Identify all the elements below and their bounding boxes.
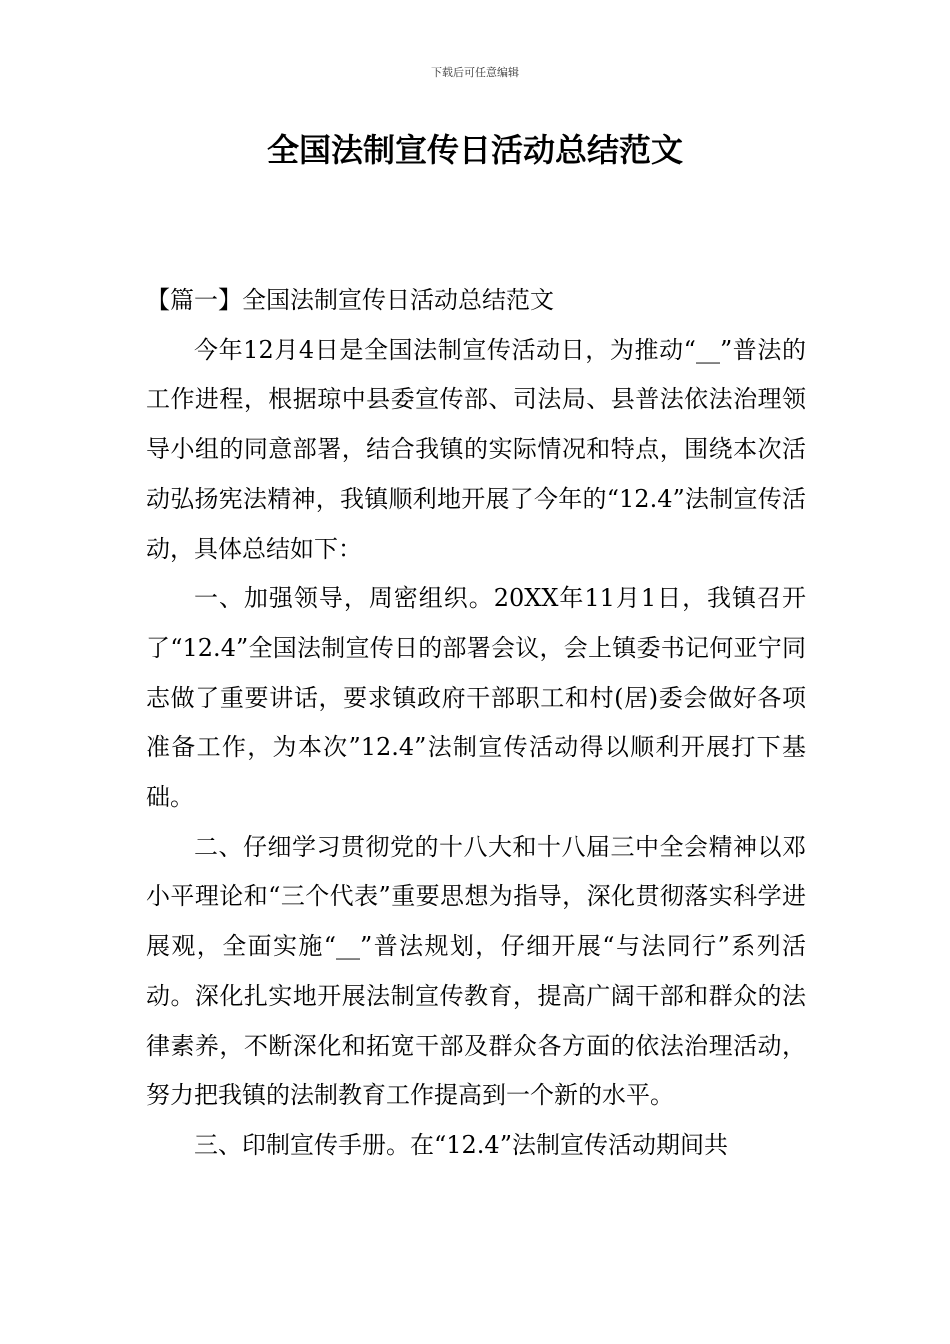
paragraph-intro: 今年12月4日是全国法制宣传活动日，为推动“__”普法的工作进程，根据琼中县委宣传部、司法局、县普法依法治理领导小组的同意部署，结合我镇的实际情况和特点，围绕本次活动弘扬宪法精神，我镇顺利地开展了今年的“12.4”法制宣传活动，具体总结如下： [146,335,806,563]
document-body [146,276,806,1171]
page-header-note: 下载后可任意编辑 [431,66,519,79]
paragraph-point-3: 三、印制宣传手册。在“12.4”法制宣传活动期间共 [194,1130,728,1159]
section-heading: 【篇一】全国法制宣传日活动总结范文 [146,286,554,314]
paragraph-point-2: 二、仔细学习贯彻党的十八大和十八届三中全会精神以邓小平理论和“三个代表”重要思想为指导，深化贯彻落实科学进展观，全面实施“__”普法规划，仔细开展“与法同行”系列活动。深化扎实地开展法制宣传教育，提高广阔干部和群众的法律素养，不断深化和拓宽干部及群众各方面的依法治理活动，努力把我镇的法制教育工作提高到一个新的水平。 [146,832,806,1110]
paragraph-point-1: 一、加强领导，周密组织。20XX年11月1日，我镇召开了“12.4”全国法制宣传日的部署会议，会上镇委书记何亚宁同志做了重要讲话，要求镇政府干部职工和村(居)委会做好各项准备工作，为本次”12.4”法制宣传活动得以顺利开展打下基础。 [146,584,806,812]
document-title: 全国法制宣传日活动总结范文 [266,131,683,169]
